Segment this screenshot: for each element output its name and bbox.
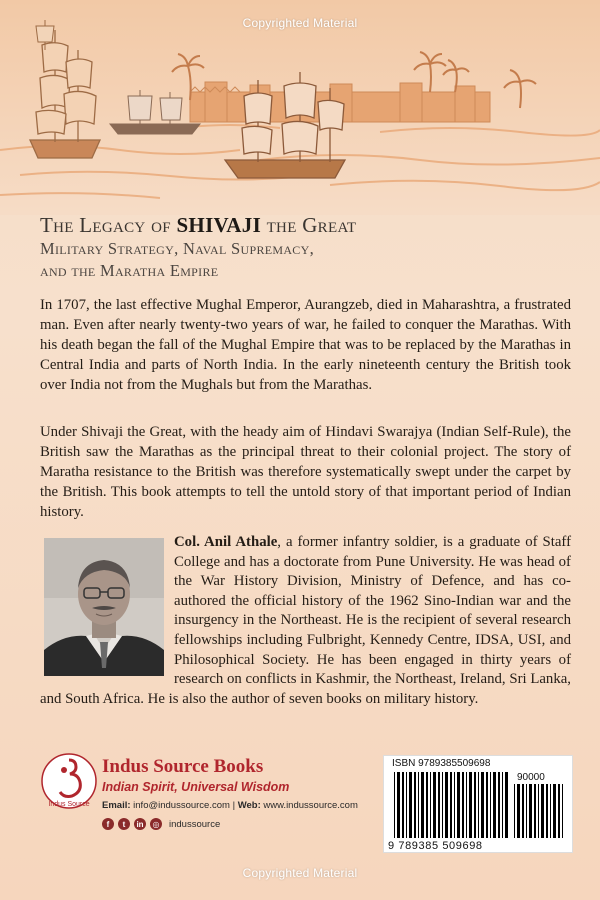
contact-separator: | — [232, 800, 236, 811]
isbn-barcode — [394, 772, 509, 840]
ships-and-fort-illustration — [0, 0, 600, 215]
twitter-icon[interactable]: t — [118, 818, 130, 830]
instagram-icon[interactable]: ◎ — [150, 818, 162, 830]
publisher-block — [40, 752, 370, 862]
blurb-paragraph-2: Under Shivaji the Great, with the heady aim of Hindavi Swarajya (Indian Self-Rule), the British saw the Marathas as the principal threat to their colonial project. The story of Maratha resistance to the British was therefore systematically swept under the carpet by the British. This book attempts to tell the untold story of that important period of Indian history. — [40, 424, 571, 520]
facebook-icon[interactable]: f — [102, 818, 114, 830]
book-subtitle-line1: Military Strategy, Naval Supremacy, — [40, 239, 315, 258]
publisher-tagline: Indian Spirit, Universal Wisdom — [102, 780, 290, 794]
linkedin-icon[interactable]: in — [134, 818, 146, 830]
price-code: 90000 — [517, 772, 545, 783]
publisher-email[interactable]: info@indussource.com — [133, 800, 230, 811]
copyright-watermark-top: Copyrighted Material — [242, 16, 358, 30]
publisher-contact — [102, 800, 358, 811]
title-highlight: SHIVAJI — [176, 213, 262, 237]
social-handle: indussource — [169, 818, 221, 830]
indus-source-logo-icon — [40, 752, 98, 810]
social-links — [102, 818, 220, 830]
author-name: Col. Anil Athale — [174, 534, 278, 550]
publisher-website[interactable]: www.indussource.com — [263, 800, 358, 811]
price-barcode — [514, 784, 566, 840]
logo-text: Indus Source — [48, 801, 90, 808]
publisher-name: Indus Source Books — [102, 756, 264, 777]
copyright-watermark-bottom: Copyrighted Material — [242, 866, 358, 880]
email-label: Email: — [102, 800, 131, 811]
book-title — [40, 212, 580, 238]
author-bio — [40, 533, 571, 709]
title-prefix: The Legacy of — [40, 213, 177, 237]
blurb-paragraph-1: In 1707, the last effective Mughal Emperor, Aurangzeb, died in Maharashtra, a frustrated man. Even after nearly twenty-two years of war, he failed to conquer the Marathas. With his death began the fall of the Mughal Empire that was to be replaced by the Marathas in Central India and parts of North India. In the early nineteenth century the British took over India not from the Mughals but from the Marathas. — [40, 297, 571, 393]
web-label: Web: — [237, 800, 261, 811]
isbn-digits: 9 789385 509698 — [388, 840, 483, 852]
isbn-barcode-box — [383, 755, 573, 853]
author-bio-text: , a former infantry soldier, is a graduate of Staff College and has a doctorate from Pune University. He was head of the War History Division, Ministry of Defence, and has co-authored the official history of the 1962 Sino-Indian war and the insurgency in the Northeast. He is the recipient of several research fellowships including Fulbright, Kennedy Centre, IDSA, USI, and Philosophical Society. He has been engaged in thirty years of research on conflicts in Kashmir, the Northeast, Ireland, Sri Lanka, and South Africa. He is also the author of seven books on military history. — [40, 534, 572, 707]
title-block — [40, 212, 580, 282]
isbn-label: ISBN 9789385509698 — [392, 758, 491, 769]
title-suffix: the Great — [261, 213, 357, 237]
book-subtitle-line2: and the Maratha Empire — [40, 261, 219, 280]
